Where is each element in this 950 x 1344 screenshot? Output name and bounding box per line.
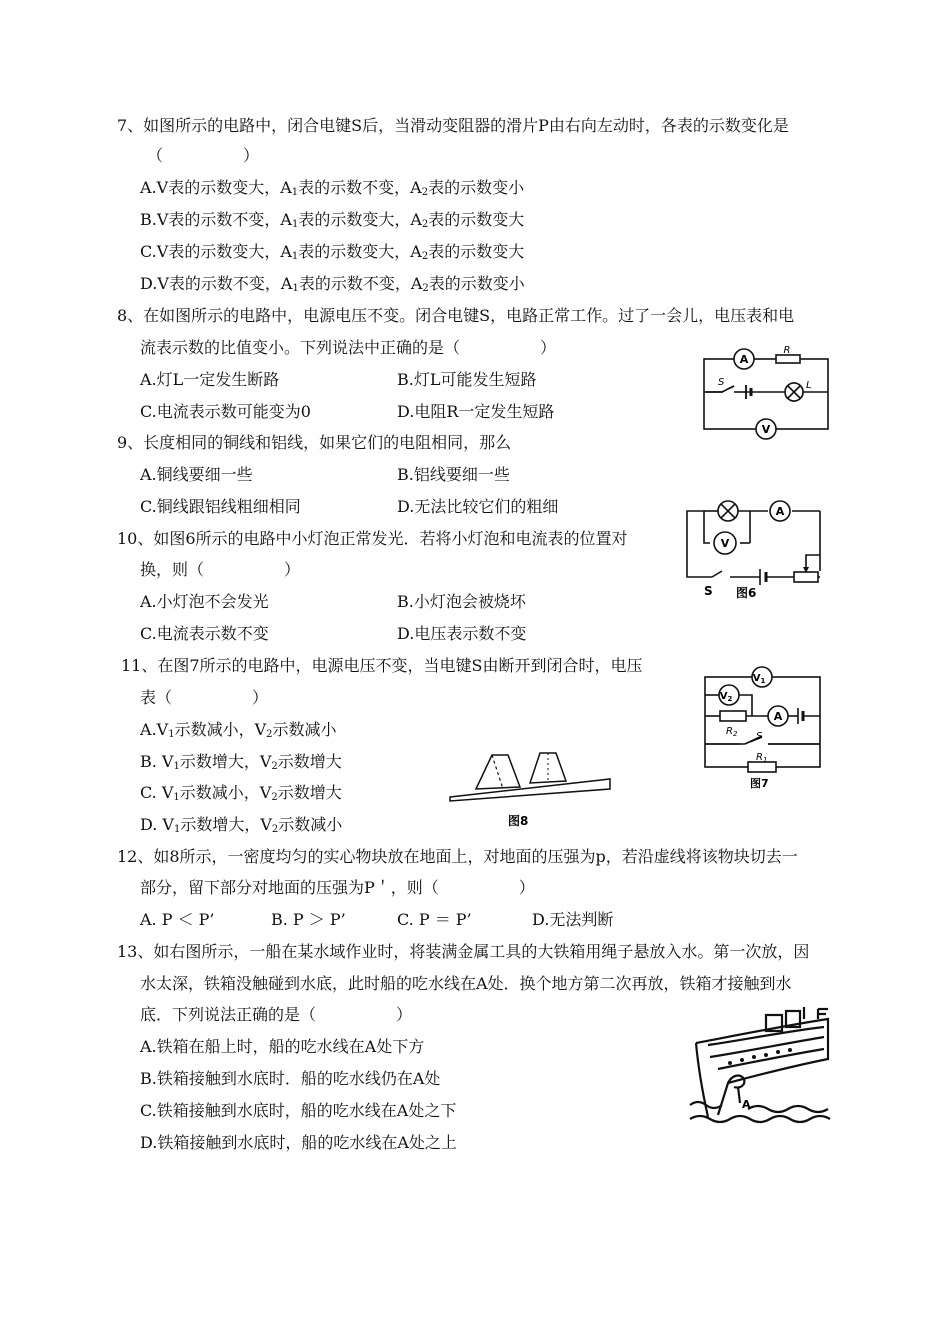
q12-option-c: C. P ＝ P’ (397, 910, 472, 929)
q11-option-a: $A.V_1$示数减小，$V_2$示数减小 (140, 720, 337, 740)
q10-figure-caption: 图6 (736, 586, 757, 600)
q8-stem-line1: 8、在如图所示的电路中，电源电压不变。闭合电键S，电路正常工作。过了一会儿，电压表和电 (117, 306, 795, 325)
q11-v2-label: $V_2$ (719, 691, 733, 703)
q8-voltmeter-label: V (761, 423, 771, 436)
q9-option-b: B.铝线要细一些 (397, 465, 510, 484)
q7-option-c: C.V表的示数变大，$A_1$表的示数变大，$A_2$表的示数变大 (140, 242, 525, 262)
q8-option-b: B.灯L可能发生短路 (397, 370, 537, 389)
q12-stem-line1: 12、如8所示，一密度均匀的实心物块放在地面上，对地面的压强为p，若沿虚线将该物块切去一 (117, 847, 798, 866)
q11-option-d: D. $V_1$示数增大，$V_2$示数减小 (140, 815, 343, 835)
q11-v1-label: $V_1$ (752, 673, 766, 685)
q10-option-c: C.电流表示数不变 (140, 624, 269, 643)
q10-option-a: A.小灯泡不会发光 (140, 592, 269, 611)
q9-option-a: A.铜线要细一些 (140, 465, 253, 484)
q10-stem-line1: 10、如图6所示的电路中小灯泡正常发光．若将小灯泡和电流表的位置对 (117, 529, 628, 548)
q13-stem-line2: 水太深，铁箱没触碰到水底，此时船的吃水线在A处．换个地方第二次再放，铁箱才接触到水 (140, 974, 792, 993)
q11-figure-caption: 图7 (750, 777, 769, 790)
q8-circuit-figure (696, 345, 836, 440)
fig8-blocks-figure (448, 745, 613, 830)
q8-option-d: D.电阻R一定发生短路 (397, 402, 555, 421)
q8-lamp-label: L (806, 380, 812, 391)
q11-switch-label: S (756, 731, 763, 742)
q9-option-c: C.铜线跟铝线粗细相同 (140, 497, 301, 516)
q7-option-d: D.V表的示数不变，$A_1$表的示数不变，$A_2$表的示数变小 (140, 274, 525, 294)
q13-option-b: B.铁箱接触到水底时．船的吃水线仍在A处 (140, 1069, 441, 1088)
q11-circuit-figure (700, 664, 825, 794)
q9-option-d: D.无法比较它们的粗细 (397, 497, 559, 516)
q10-stem-line2: 换，则（ ） (140, 560, 301, 579)
q7-option-b: B.V表的示数不变，$A_1$表的示数变大，$A_2$表的示数变大 (140, 210, 525, 230)
q13-option-d: D.铁箱接触到水底时，船的吃水线在A处之上 (140, 1133, 457, 1152)
q11-option-c: C. $V_1$示数减小，$V_2$示数增大 (140, 783, 342, 803)
q13-waterline-mark: A (742, 1098, 751, 1111)
q8-stem-line2: 流表示数的比值变小。下列说法中正确的是（ ） (140, 338, 557, 357)
q11-ammeter-label: A (773, 710, 783, 723)
q11-option-b: B. $V_1$示数增大，$V_2$示数增大 (140, 752, 342, 772)
q13-ship-figure (688, 1005, 838, 1127)
q8-ammeter-label: A (739, 353, 749, 366)
q11-r1-label: $R_1$ (756, 752, 768, 764)
q13-option-c: C.铁箱接触到水底时，船的吃水线在A处之下 (140, 1101, 457, 1120)
q10-voltmeter-label: V (720, 537, 730, 550)
q8-option-c: C.电流表示数可能变为0 (140, 402, 311, 421)
q10-option-d: D.电压表示数不变 (397, 624, 527, 643)
q13-stem-line3: 底．下列说法正确的是（ ） (140, 1005, 413, 1024)
fig8-caption: 图8 (508, 814, 529, 828)
q10-option-b: B.小灯泡会被烧坏 (397, 592, 526, 611)
q12-stem-line2: 部分，留下部分对地面的压强为P＇，则（ ） (140, 878, 535, 897)
q11-stem-line2: 表（ ） (140, 688, 269, 707)
q11-stem-line1: 11、在图7所示的电路中，电源电压不变，当电键S由断开到闭合时，电压 (121, 656, 643, 675)
q12-option-d: D.无法判断 (532, 910, 614, 929)
q12-option-b: B. P ＞ P’ (271, 910, 346, 929)
q8-option-a: A.灯L一定发生断路 (140, 370, 280, 389)
q9-stem: 9、长度相同的铜线和铝线，如果它们的电阻相同，那么 (117, 433, 512, 452)
q7-answer-blank: （ ） (147, 146, 260, 165)
q10-switch-label: S (704, 584, 713, 598)
q10-ammeter-label: A (775, 505, 785, 518)
q8-switch-label: S (718, 377, 725, 388)
q13-option-a: A.铁箱在船上时，船的吃水线在A处下方 (140, 1037, 425, 1056)
q12-option-a: A. P ＜ P’ (140, 910, 215, 929)
q13-stem-line1: 13、如右图所示，一船在某水域作业时，将装满金属工具的大铁箱用绳子悬放入水。第一次放，因 (117, 942, 810, 961)
q7-stem: 7、如图所示的电路中，闭合电键S后，当滑动变阻器的滑片P由右向左动时，各表的示数变化是 (117, 116, 789, 135)
q10-circuit-figure (682, 495, 827, 600)
q11-r2-label: $R_2$ (726, 726, 738, 738)
q8-resistor-label: R (783, 345, 791, 356)
q7-option-a: A.V表的示数变大，$A_1$表的示数不变，$A_2$表的示数变小 (140, 178, 525, 198)
